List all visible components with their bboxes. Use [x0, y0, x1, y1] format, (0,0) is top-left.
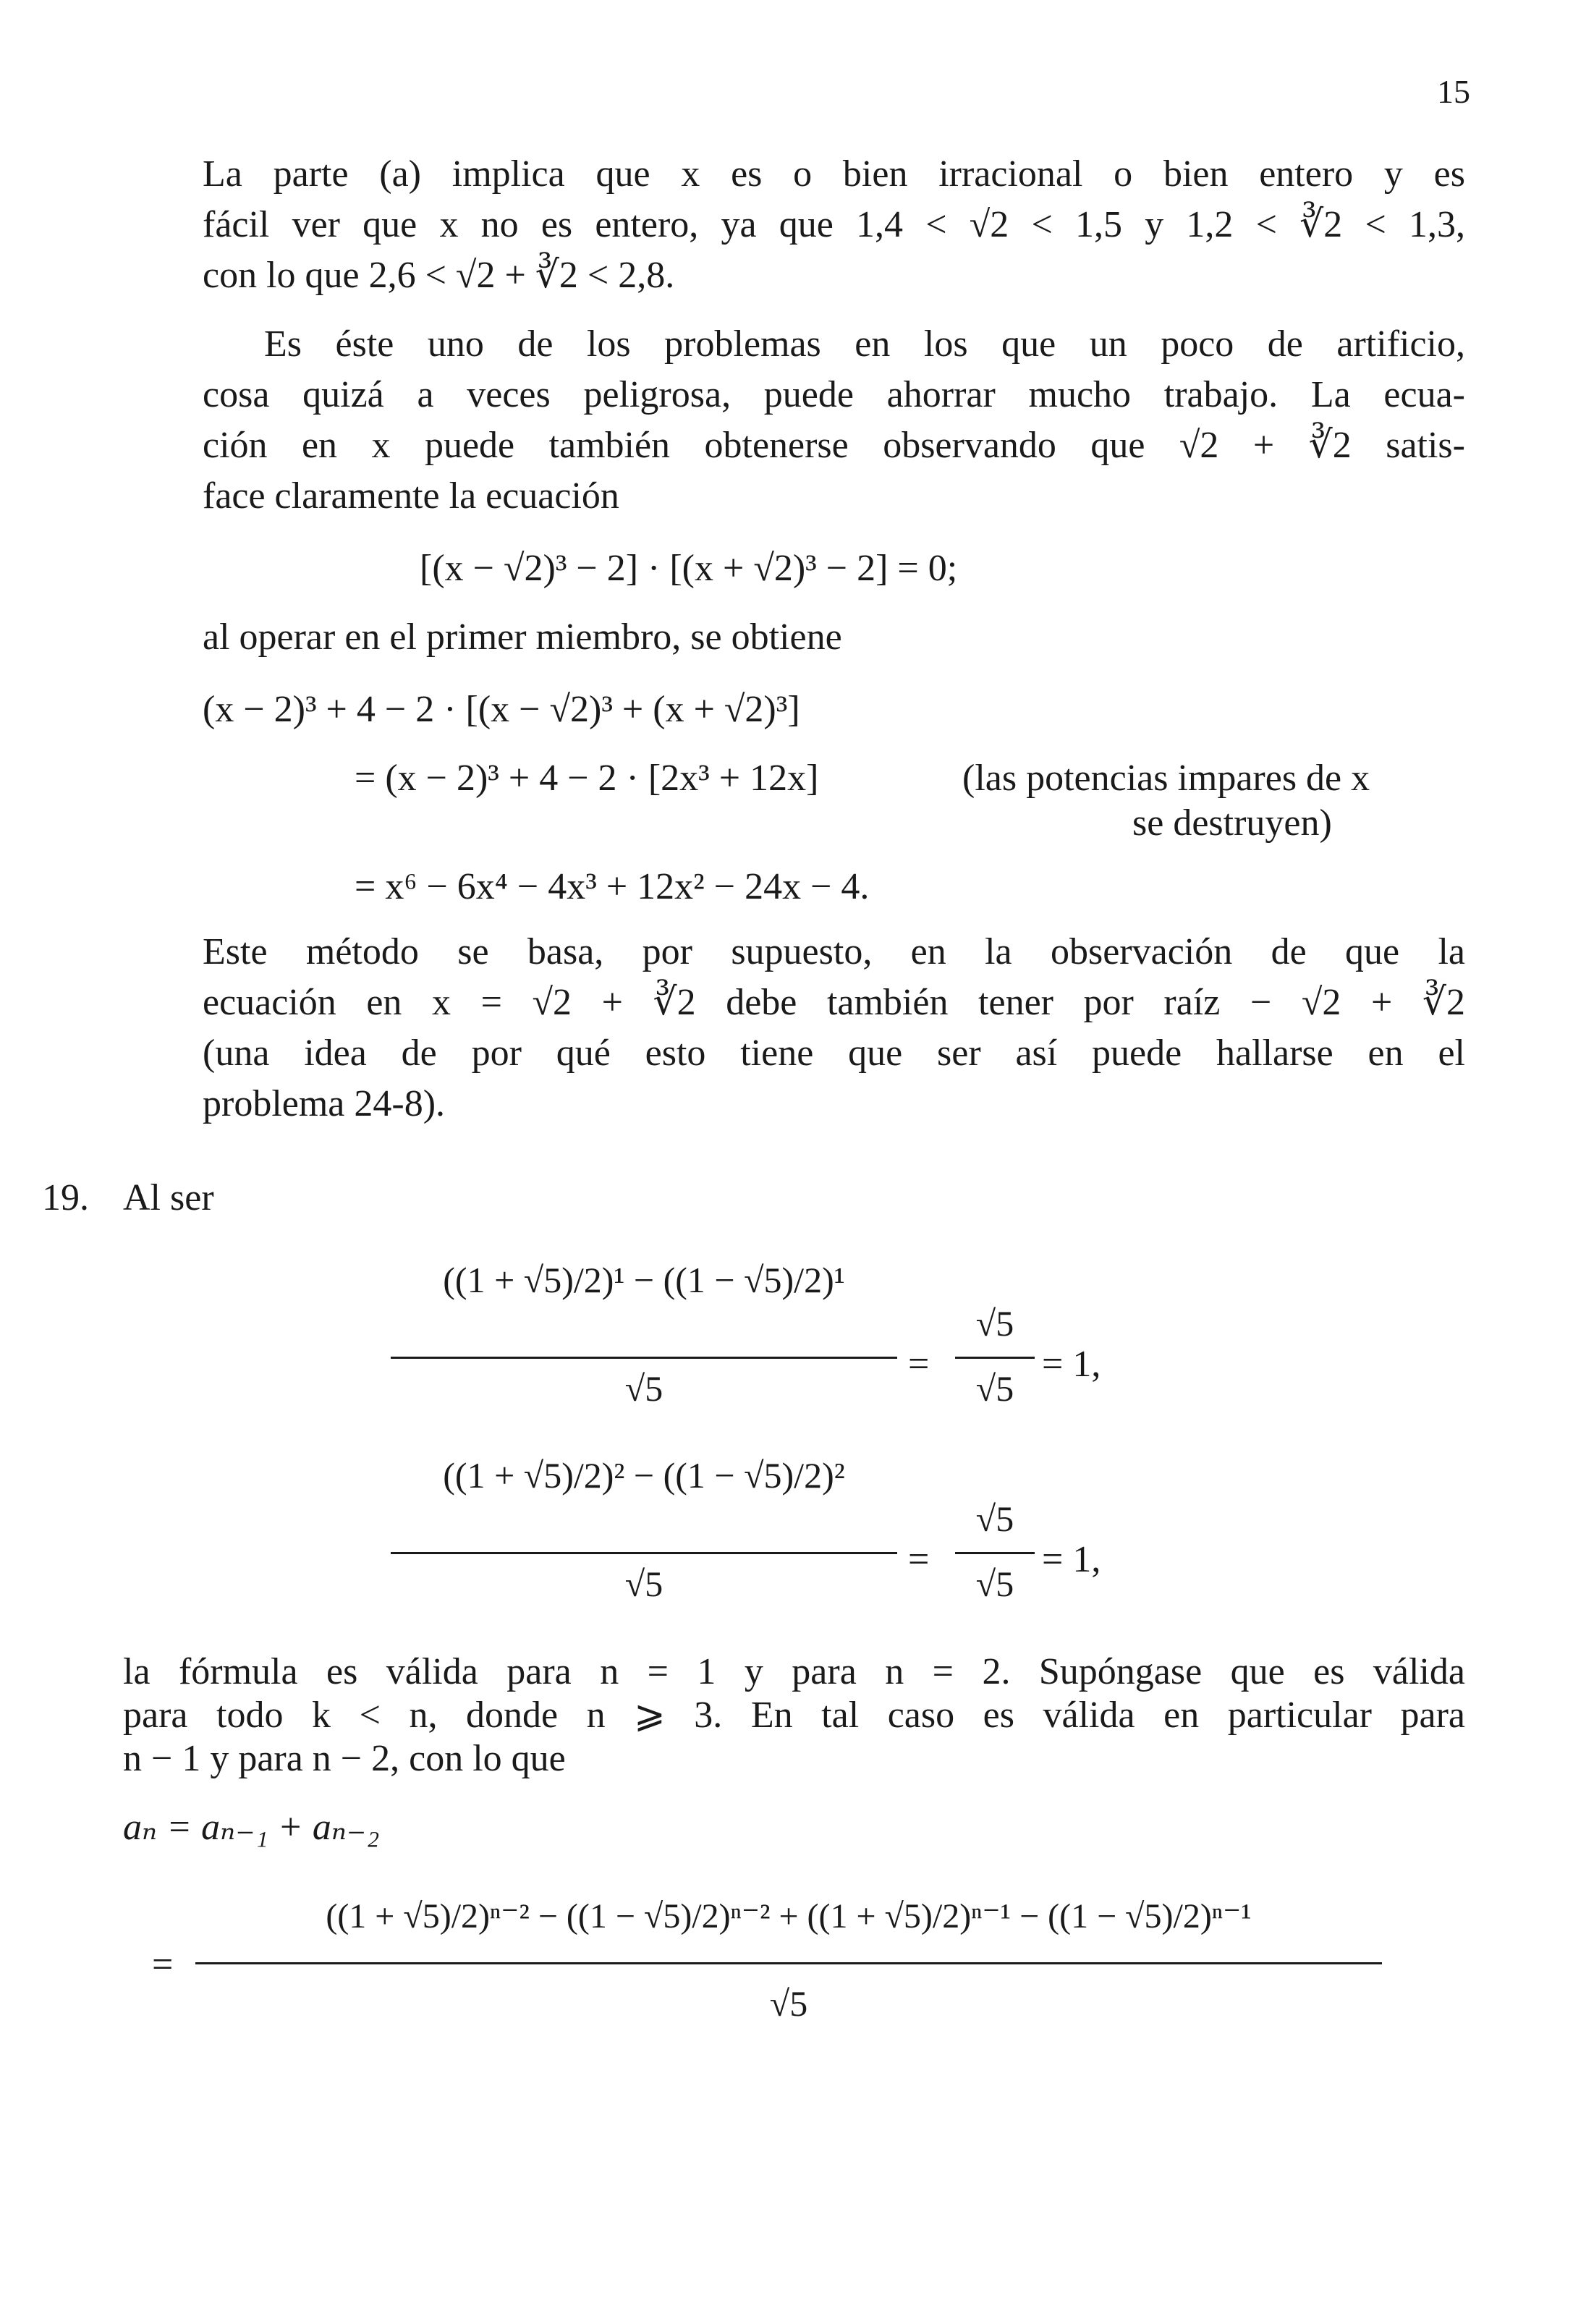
final-bar — [195, 1962, 1382, 1964]
fraction-b-rhs-bar — [955, 1552, 1035, 1554]
page-number: 15 — [1437, 73, 1470, 110]
fraction-a-rhs-bar — [955, 1357, 1035, 1359]
para2-line1: Es éste uno de los problemas en los que un poco de artificio, — [264, 323, 1465, 365]
fraction-b-result: = 1, — [1042, 1539, 1101, 1580]
fraction-a — [391, 1244, 897, 1409]
recurrence: aₙ = aₙ₋₁ + aₙ₋₂ — [123, 1807, 380, 1848]
fraction-b-numerator: ((1 + √5)/2)² − ((1 − √5)/2)² — [443, 1455, 845, 1496]
para5-line2: para todo k < n, donde n ⩾ 3. En tal caso es válida en particular para — [123, 1695, 1465, 1736]
equation-1: [(x − √2)³ − 2] · [(x + √2)³ − 2] = 0; — [420, 548, 958, 589]
fraction-b-rhs — [955, 1498, 1035, 1604]
para1-line2: fácil ver que x no es entero, ya que 1,4 < √2 < 1,5 y 1,2 < ∛2 < 1,3, — [203, 204, 1465, 245]
final-denominator: √5 — [769, 1983, 808, 2024]
para2-line3: ción en x puede también obtenerse observando que √2 + ∛2 satis- — [203, 425, 1465, 466]
fraction-b-rhs-numerator: √5 — [975, 1498, 1014, 1539]
fraction-a-bar — [391, 1357, 897, 1359]
fraction-b-rhs-denominator: √5 — [975, 1564, 1014, 1604]
fraction-a-equals: = — [908, 1344, 930, 1385]
para5-line1: la fórmula es válida para n = 1 y para n = 2. Supóngase que es válida — [123, 1651, 1465, 1692]
fraction-b-denominator: √5 — [624, 1564, 663, 1604]
fraction-a-rhs-denominator: √5 — [975, 1368, 1014, 1409]
final-fraction — [195, 1881, 1382, 2069]
equation-3-note-1: (las potencias impares de x — [962, 758, 1370, 799]
fraction-a-denominator: √5 — [624, 1368, 663, 1409]
problem-19-label: 19. — [42, 1177, 89, 1218]
fraction-a-rhs — [955, 1302, 1035, 1409]
para4-line2: ecuación en x = √2 + ∛2 debe también tener por raíz − √2 + ∛2 — [203, 982, 1465, 1023]
fraction-b-equals: = — [908, 1539, 930, 1580]
para1-line3: con lo que 2,6 < √2 + ∛2 < 2,8. — [203, 255, 675, 296]
equation-4: = x⁶ − 6x⁴ − 4x³ + 12x² − 24x − 4. — [355, 866, 870, 907]
fraction-a-result: = 1, — [1042, 1344, 1101, 1385]
equation-3: = (x − 2)³ + 4 − 2 · [2x³ + 12x] — [355, 758, 819, 799]
para3: al operar en el primer miembro, se obtiene — [203, 616, 842, 658]
fraction-a-rhs-numerator: √5 — [975, 1303, 1014, 1344]
fraction-a-numerator: ((1 + √5)/2)¹ − ((1 − √5)/2)¹ — [443, 1260, 845, 1300]
para1-line1: La parte (a) implica que x es o bien irracional o bien entero y es — [203, 153, 1465, 195]
para5-line3: n − 1 y para n − 2, con lo que — [123, 1738, 566, 1779]
fraction-b — [391, 1440, 897, 1604]
final-equals: = — [152, 1944, 174, 1985]
para4-line4: problema 24-8). — [203, 1083, 446, 1124]
fraction-b-bar — [391, 1552, 897, 1554]
para2-line2: cosa quizá a veces peligrosa, puede ahorrar mucho trabajo. La ecua- — [203, 374, 1465, 415]
equation-2: (x − 2)³ + 4 − 2 · [(x − √2)³ + (x + √2)³] — [203, 689, 800, 730]
final-numerator: ((1 + √5)/2)ⁿ⁻² − ((1 − √5)/2)ⁿ⁻² + ((1 + √5)/2)ⁿ⁻¹ − ((1 − √5)/2)ⁿ⁻¹ — [326, 1897, 1252, 1935]
equation-3-note-2: se destruyen) — [1132, 802, 1332, 844]
problem-19-intro: Al ser — [123, 1177, 214, 1218]
para4-line1: Este método se basa, por supuesto, en la observación de que la — [203, 931, 1465, 972]
para2-line4: face claramente la ecuación — [203, 475, 619, 517]
para4-line3: (una idea de por qué esto tiene que ser así puede hallarse en el — [203, 1032, 1465, 1074]
